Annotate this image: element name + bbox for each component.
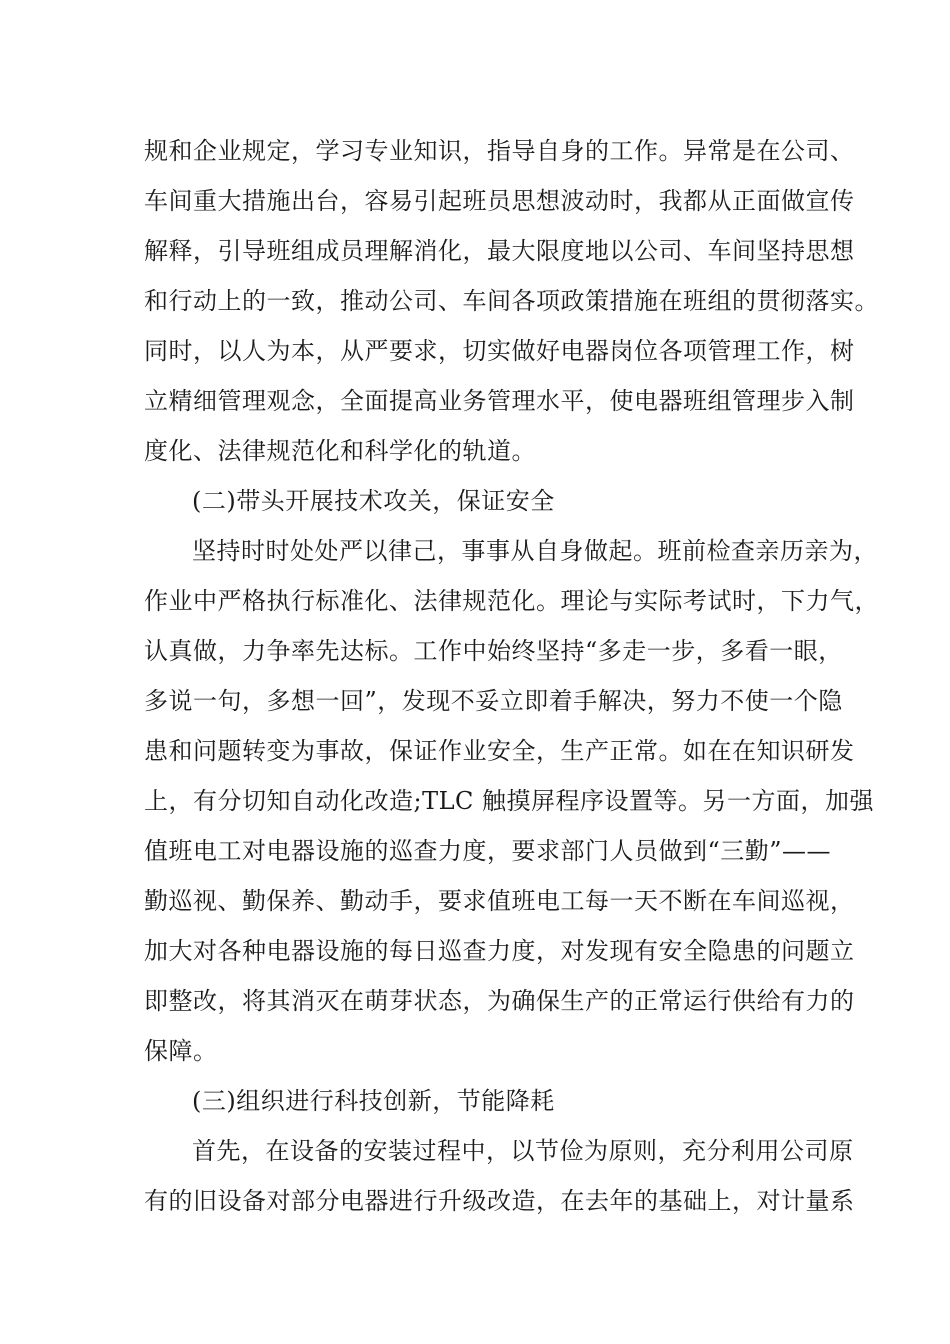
paragraph-line: 值班电工对电器设施的巡查力度，要求部门人员做到“三勤”—— xyxy=(144,837,832,865)
paragraph-line: 上，有分切知自动化改造;TLC 触摸屏程序设置等。另一方面，加强 xyxy=(144,787,875,815)
paragraph-line: 和行动上的一致，推动公司、车间各项政策措施在班组的贯彻落实。 xyxy=(144,287,879,315)
paragraph-line: 患和问题转变为事故，保证作业安全，生产正常。如在在知识研发 xyxy=(144,737,855,765)
paragraph-line: 加大对各种电器设施的每日巡查力度，对发现有安全隐患的问题立 xyxy=(144,937,855,965)
section-heading: (二)带头开展技术攻关，保证安全 xyxy=(192,487,555,515)
paragraph-line: 有的旧设备对部分电器进行升级改造，在去年的基础上，对计量系 xyxy=(144,1187,855,1215)
paragraph-line: 多说一句，多想一回”，发现不妥立即着手解决，努力不使一个隐 xyxy=(144,687,843,715)
paragraph-line: 保障。 xyxy=(144,1037,218,1065)
paragraph-line: 即整改，将其消灭在萌芽状态，为确保生产的正常运行供给有力的 xyxy=(144,987,855,1015)
paragraph-line: 坚持时时处处严以律己，事事从自身做起。班前检查亲历亲为， xyxy=(192,537,878,565)
paragraph-line: 度化、法律规范化和科学化的轨道。 xyxy=(144,437,536,465)
paragraph-line: 立精细管理观念，全面提高业务管理水平，使电器班组管理步入制 xyxy=(144,387,855,415)
paragraph-line: 认真做，力争率先达标。工作中始终坚持“多走一步，多看一眼， xyxy=(144,637,843,665)
paragraph-line: 勤巡视、勤保养、勤动手，要求值班电工每一天不断在车间巡视， xyxy=(144,887,855,915)
paragraph-line: 解释，引导班组成员理解消化，最大限度地以公司、车间坚持思想 xyxy=(144,237,855,265)
section-heading: (三)组织进行科技创新，节能降耗 xyxy=(192,1087,555,1115)
paragraph-line: 车间重大措施出台，容易引起班员思想波动时，我都从正面做宣传 xyxy=(144,187,855,215)
paragraph-line: 规和企业规定，学习专业知识，指导自身的工作。异常是在公司、 xyxy=(144,137,855,165)
paragraph-line: 同时，以人为本，从严要求，切实做好电器岗位各项管理工作，树 xyxy=(144,337,855,365)
paragraph-line: 首先，在设备的安装过程中，以节俭为原则，充分利用公司原 xyxy=(192,1137,854,1165)
paragraph-line: 作业中严格执行标准化、法律规范化。理论与实际考试时，下力气， xyxy=(144,587,879,615)
